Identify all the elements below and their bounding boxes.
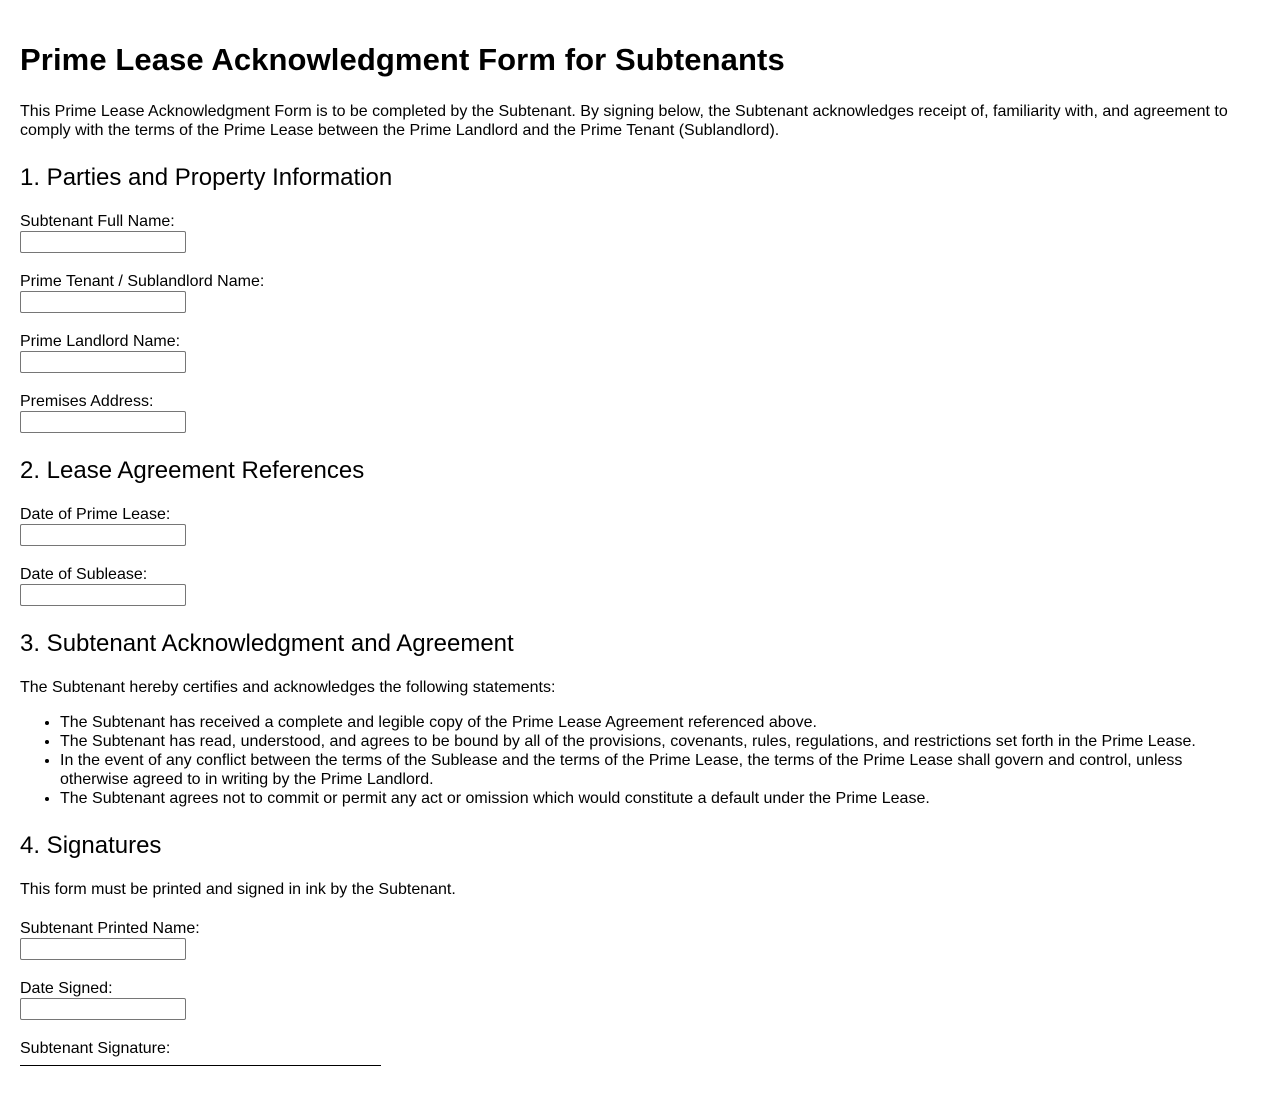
- list-item: • The Subtenant has read, understood, and agrees to be bound by all of the provisions, covenants, rules, regulations, and restrictions set forth in the Prime Lease.: [60, 732, 1242, 751]
- date-signed-input[interactable]: [20, 998, 186, 1020]
- prime-tenant-name-input[interactable]: [20, 291, 186, 313]
- list-item: • In the event of any conflict between the terms of the Sublease and the terms of the Prime Lease, the terms of the Prime Lease shall govern and control, unless otherwise agreed to in writing by the Prime Landlord.: [60, 751, 1242, 789]
- field-subtenant-full-name: [20, 212, 1242, 253]
- acknowledgment-list: [20, 713, 1242, 808]
- page-title: Prime Lease Acknowledgment Form for Subtenants: [20, 42, 785, 77]
- signatures-note: This form must be printed and signed in ink by the Subtenant.: [20, 881, 456, 898]
- prime-landlord-name-input[interactable]: [20, 351, 186, 373]
- section-heading-references: 2. Lease Agreement References: [20, 457, 365, 484]
- field-label: Premises Address:: [20, 393, 154, 410]
- list-item: • The Subtenant has received a complete and legible copy of the Prime Lease Agreement referenced above.: [60, 713, 1242, 732]
- field-label: Date of Sublease:: [20, 566, 148, 583]
- date-of-prime-lease-input[interactable]: [20, 524, 186, 546]
- field-date-signed: [20, 979, 1242, 1020]
- acknowledgment-intro: The Subtenant hereby certifies and acknowledges the following statements:: [20, 679, 556, 696]
- section-heading-acknowledgment: 3. Subtenant Acknowledgment and Agreement: [20, 630, 514, 657]
- list-item: • The Subtenant agrees not to commit or permit any act or omission which would constitute a default under the Prime Lease.: [60, 789, 1242, 808]
- field-prime-tenant-name: [20, 272, 1242, 313]
- premises-address-input[interactable]: [20, 411, 186, 433]
- field-premises-address: [20, 392, 1242, 433]
- field-date-of-sublease: [20, 565, 1242, 606]
- field-subtenant-printed-name: [20, 919, 1242, 960]
- field-label: Date Signed:: [20, 980, 113, 997]
- subtenant-printed-name-input[interactable]: [20, 938, 186, 960]
- date-of-sublease-input[interactable]: [20, 584, 186, 606]
- signature-label: Subtenant Signature:: [20, 1040, 171, 1057]
- section-heading-signatures: 4. Signatures: [20, 832, 162, 859]
- field-label: Date of Prime Lease:: [20, 506, 171, 523]
- signature-line: [20, 1065, 381, 1066]
- field-label: Subtenant Full Name:: [20, 213, 175, 230]
- section-heading-parties: 1. Parties and Property Information: [20, 164, 393, 191]
- intro-paragraph: This Prime Lease Acknowledgment Form is to be completed by the Subtenant. By signing below, the Subtenant acknowledges receipt of, familiarity with, and agreement to comply with the terms of the Prime Lease between the Prime Landlord and the Prime Tenant (Sublandlord).: [20, 103, 1228, 139]
- subtenant-full-name-input[interactable]: [20, 231, 186, 253]
- field-prime-landlord-name: [20, 332, 1242, 373]
- field-label: Prime Tenant / Sublandlord Name:: [20, 273, 265, 290]
- field-date-of-prime-lease: [20, 505, 1242, 546]
- field-label: Subtenant Printed Name:: [20, 920, 200, 937]
- field-subtenant-signature: [20, 1039, 1242, 1066]
- field-label: Prime Landlord Name:: [20, 333, 181, 350]
